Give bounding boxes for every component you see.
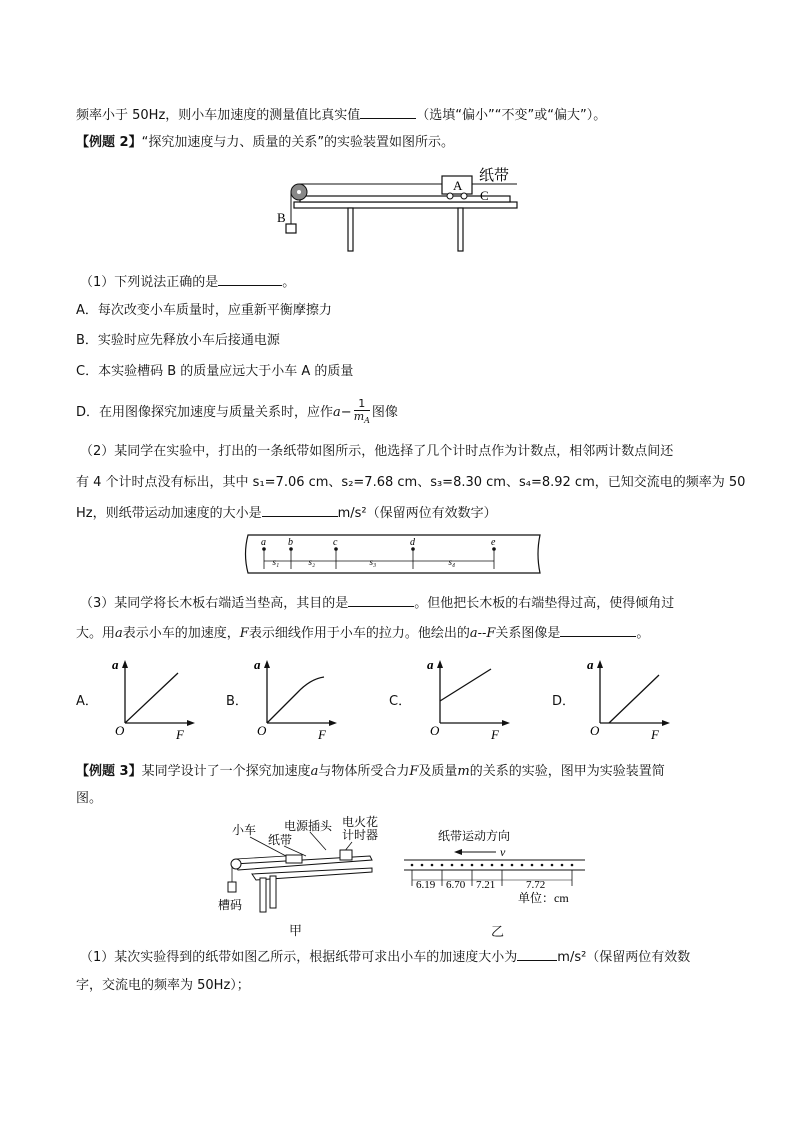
q2-line1 bbox=[80, 442, 673, 462]
e3-q1-tail: m/s²（保留两位有效数 bbox=[557, 950, 691, 965]
y-arrow bbox=[597, 660, 603, 668]
q3-text: 表示细线作用于小车的拉力。他绘出的 bbox=[248, 626, 470, 641]
origin-label: O bbox=[115, 723, 125, 738]
option-d-text: D．在用图像探究加速度与质量关系时，应作 bbox=[76, 405, 334, 421]
graph-line bbox=[440, 669, 491, 701]
label-weight: 槽码 bbox=[218, 898, 243, 912]
var-a: a bbox=[310, 764, 319, 779]
q2-line2 bbox=[76, 473, 745, 493]
var-a: a bbox=[115, 626, 123, 641]
e3-q1-line1 bbox=[80, 946, 690, 968]
label-timer2: 计时器 bbox=[342, 828, 379, 842]
table-leg bbox=[270, 876, 276, 908]
option-a bbox=[76, 301, 332, 321]
q2-line1-text: （2）某同学在实验中，打出的一条纸带如图所示，他选择了几个计时点作为计数点，相邻两计数点间还 bbox=[80, 444, 674, 459]
x-label: F bbox=[318, 727, 326, 742]
q3-text: 表示小车的加速度， bbox=[122, 626, 240, 641]
graph-curve bbox=[267, 677, 324, 723]
intro-text: 频率小于 50Hz，则小车加速度的测量值比真实值 bbox=[76, 108, 361, 123]
tape-point-label: c bbox=[333, 537, 338, 548]
answer-blank[interactable] bbox=[348, 592, 414, 607]
segment-label: s₂ bbox=[308, 557, 316, 567]
graph-label-a: A． bbox=[76, 694, 98, 709]
q3-text: 关系图像是 bbox=[495, 626, 561, 641]
label-direction: 纸带运动方向 bbox=[438, 829, 511, 843]
y-arrow bbox=[264, 660, 270, 668]
example3-text: 及质量 bbox=[418, 764, 458, 779]
e3-q1-line2 bbox=[76, 976, 250, 996]
e3-q1-text: （1）某次实验得到的纸带如图乙所示，根据纸带可求出小车的加速度大小为 bbox=[80, 950, 518, 965]
x-arrow bbox=[329, 720, 337, 726]
x-arrow bbox=[502, 720, 510, 726]
fraction bbox=[354, 398, 370, 427]
fraction-numerator: 1 bbox=[354, 398, 370, 411]
answer-blank[interactable] bbox=[560, 622, 636, 637]
segment-label: s₃ bbox=[369, 557, 377, 567]
graph-d bbox=[585, 655, 680, 743]
graph-label-d: D． bbox=[552, 694, 576, 709]
answer-blank[interactable] bbox=[360, 104, 416, 119]
origin-label: O bbox=[590, 723, 600, 738]
label-b: B bbox=[277, 210, 286, 225]
answer-blank[interactable] bbox=[517, 946, 557, 961]
dimension-value: 6.70 bbox=[446, 879, 466, 891]
q1-end: 。 bbox=[282, 275, 296, 290]
tape-dot bbox=[511, 864, 514, 867]
car bbox=[286, 855, 302, 863]
example2-heading bbox=[76, 133, 454, 153]
yi-marks bbox=[411, 864, 574, 891]
tape-dot bbox=[431, 864, 434, 867]
tape-dot bbox=[531, 864, 534, 867]
pulley bbox=[231, 859, 241, 869]
tape-dot bbox=[481, 864, 484, 867]
tape-dot bbox=[411, 864, 414, 867]
tape-point-label: d bbox=[410, 537, 415, 548]
graph-label-b: B． bbox=[226, 694, 248, 709]
example3-text: 与物体所受合力 bbox=[318, 764, 410, 779]
answer-blank[interactable] bbox=[218, 271, 282, 286]
origin-label: O bbox=[257, 723, 267, 738]
segment-label: s₁ bbox=[272, 557, 280, 567]
tape-point-label: e bbox=[491, 537, 496, 548]
label-c: C bbox=[480, 188, 489, 203]
paper-tape-figure bbox=[240, 532, 545, 577]
option-c bbox=[76, 362, 353, 382]
tape-dot bbox=[561, 864, 564, 867]
graph-a bbox=[110, 655, 200, 743]
caption-jia: 甲 bbox=[289, 924, 303, 939]
dimension-value: 7.72 bbox=[526, 879, 546, 891]
label-car: 小车 bbox=[232, 823, 257, 837]
answer-blank[interactable] bbox=[262, 502, 338, 517]
q2-line2-text: 有 4 个计时点没有标出，其中 s₁=7.06 cm、s₂=7.68 cm、s₃=8.30 cm、s₄=8.92 cm，已知交流电的频率为 50 bbox=[76, 475, 746, 490]
var-f: F bbox=[409, 764, 419, 779]
table-leg bbox=[458, 208, 463, 251]
q3-line1 bbox=[80, 592, 674, 614]
tape-dot bbox=[491, 864, 494, 867]
q3-line1-text: （3）某同学将长木板右端适当垫高，其目的是 bbox=[80, 596, 349, 611]
q3-line2 bbox=[76, 622, 649, 644]
leader bbox=[310, 832, 326, 850]
figure-jia bbox=[218, 812, 382, 918]
direction-arrowhead bbox=[454, 849, 462, 855]
q2-line3-tail: m/s²（保留两位有效数字） bbox=[337, 506, 497, 521]
apparatus-figure bbox=[272, 160, 522, 255]
dimension-value: 6.19 bbox=[416, 879, 436, 891]
dimension-value: 7.21 bbox=[476, 879, 496, 891]
y-label: a bbox=[427, 657, 434, 672]
y-arrow bbox=[122, 660, 128, 668]
label-v: v bbox=[500, 845, 506, 859]
label-tape: 纸带 bbox=[268, 833, 293, 847]
y-label: a bbox=[587, 657, 594, 672]
option-d-suffix: 图像 bbox=[371, 405, 398, 421]
tape-point-label: a bbox=[261, 537, 266, 548]
example3-line2-text: 图。 bbox=[76, 791, 103, 806]
origin-label: O bbox=[430, 723, 440, 738]
weight-b bbox=[286, 224, 296, 233]
graph-line bbox=[125, 673, 178, 723]
label-timer1: 电火花 bbox=[342, 815, 379, 829]
intro-text-tail: （选填“偏小”“不变”或“偏大”）。 bbox=[416, 108, 607, 123]
tape-dot bbox=[451, 864, 454, 867]
tape-dot bbox=[441, 864, 444, 867]
fraction-subscript: A bbox=[364, 416, 370, 426]
example3-text: 某同学设计了一个探究加速度 bbox=[141, 764, 311, 779]
x-label: F bbox=[176, 727, 184, 742]
fraction-denominator: m bbox=[353, 410, 365, 423]
option-b bbox=[76, 331, 280, 351]
tape-dot bbox=[541, 864, 544, 867]
table-leg bbox=[348, 208, 353, 251]
weight bbox=[228, 882, 236, 892]
timer bbox=[340, 850, 352, 860]
option-a-text: A．每次改变小车质量时，应重新平衡摩擦力 bbox=[76, 303, 332, 318]
label-tape: 纸带 bbox=[479, 168, 510, 184]
e3-q1-line2-text: 字，交流电的频率为 50Hz）； bbox=[76, 978, 250, 993]
q2-line3 bbox=[76, 502, 497, 524]
x-label: F bbox=[651, 727, 659, 742]
q3-text: 大。用 bbox=[76, 626, 116, 641]
tape-dot bbox=[501, 864, 504, 867]
example2-title: “探究加速度与力、质量的关系”的实验装置如图所示。 bbox=[141, 135, 455, 150]
q1-stem bbox=[80, 271, 295, 293]
tape-dot bbox=[551, 864, 554, 867]
tape-dot bbox=[521, 864, 524, 867]
example3-tag: 【例题 3】 bbox=[76, 764, 142, 779]
q1-stem-text: （1）下列说法正确的是 bbox=[80, 275, 219, 290]
var-af: a--F bbox=[469, 626, 496, 641]
wheel bbox=[461, 193, 467, 199]
tape-dot bbox=[421, 864, 424, 867]
caption-yi: 乙 bbox=[491, 925, 505, 940]
string bbox=[236, 856, 286, 859]
formula-dash: − bbox=[340, 405, 352, 421]
y-arrow bbox=[437, 660, 443, 668]
tape-point-label: b bbox=[288, 537, 293, 548]
graph-b bbox=[252, 655, 342, 743]
graph-label-c: C． bbox=[389, 694, 412, 709]
segment-label: s₄ bbox=[448, 557, 456, 567]
option-b-text: B．实验时应先释放小车后接通电源 bbox=[76, 333, 280, 348]
y-label: a bbox=[254, 657, 261, 672]
tape-dot bbox=[461, 864, 464, 867]
long-board bbox=[300, 196, 510, 202]
tape-dot bbox=[471, 864, 474, 867]
graph-c bbox=[425, 655, 515, 743]
figure-yi bbox=[400, 822, 590, 912]
x-label: F bbox=[491, 727, 499, 742]
option-c-text: C．本实验槽码 B 的质量应远大于小车 A 的质量 bbox=[76, 364, 354, 379]
q2-line3-text: Hz，则纸带运动加速度的大小是 bbox=[76, 506, 262, 521]
x-arrow bbox=[187, 720, 195, 726]
x-arrow bbox=[662, 720, 670, 726]
pulley-axle bbox=[297, 190, 301, 194]
intro-line bbox=[76, 104, 606, 126]
table-leg bbox=[260, 878, 266, 912]
example2-tag: 【例题 2】 bbox=[76, 135, 142, 150]
label-a: A bbox=[453, 178, 463, 193]
option-d bbox=[76, 398, 398, 427]
y-label: a bbox=[112, 657, 119, 672]
label-unit: 单位：cm bbox=[518, 891, 569, 905]
example3-text: 的关系的实验，图甲为实验装置简 bbox=[469, 764, 665, 779]
q3-text: 。 bbox=[636, 626, 650, 641]
q3-line1-tail: 。但他把长木板的右端垫得过高，使得倾角过 bbox=[414, 596, 675, 611]
wheel bbox=[447, 193, 453, 199]
var-f: F bbox=[239, 626, 249, 641]
example3-line2 bbox=[76, 789, 102, 809]
graph-line bbox=[609, 675, 659, 723]
tape-dot bbox=[571, 864, 574, 867]
label-plug: 电源插头 bbox=[284, 819, 333, 833]
formula-a: a bbox=[333, 405, 341, 421]
example3-line1 bbox=[76, 762, 665, 782]
var-m: m bbox=[457, 764, 470, 779]
